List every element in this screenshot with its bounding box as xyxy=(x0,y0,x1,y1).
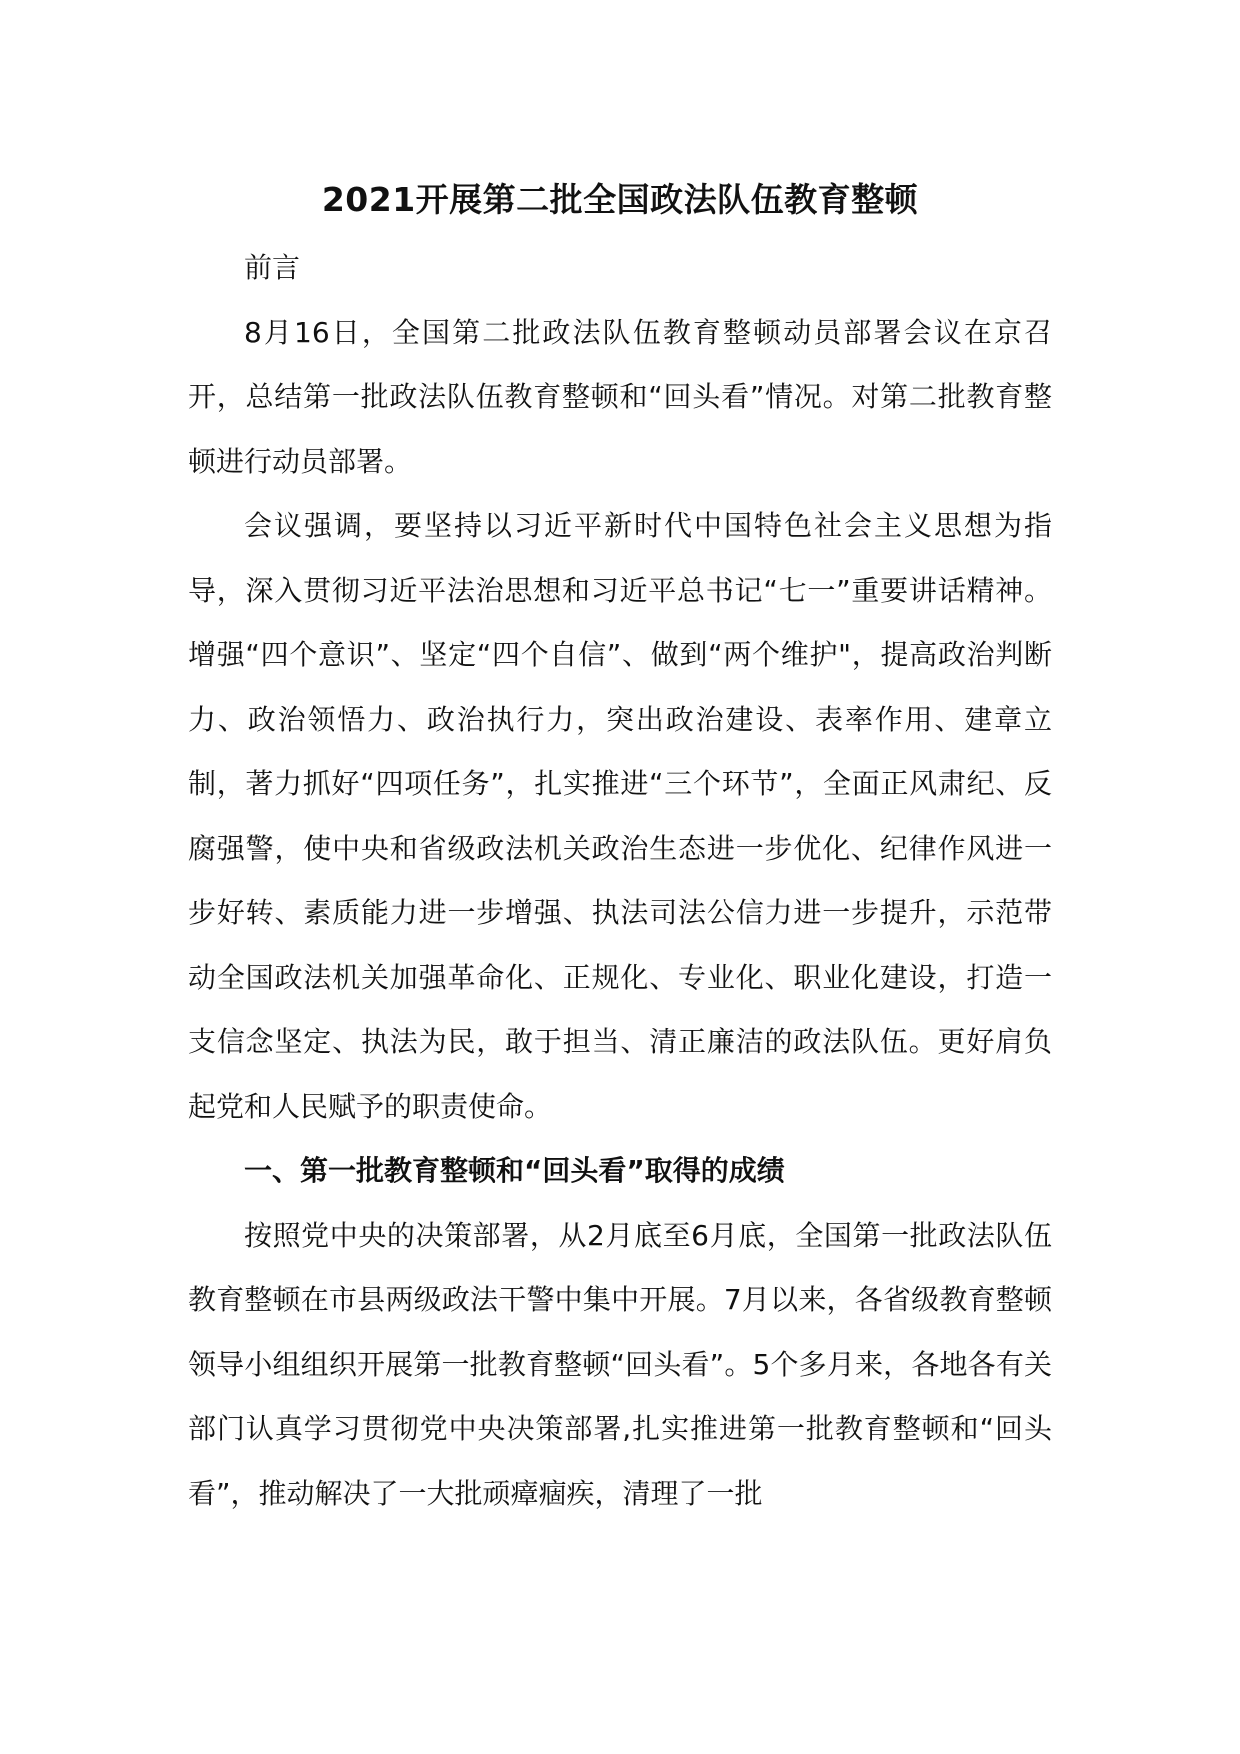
paragraph-meeting-intro: 8月16日，全国第二批政法队伍教育整顿动员部署会议在京召开，总结第一批政法队伍教育整顿和“回头看”情况。对第二批教育整顿进行动员部署。 xyxy=(188,315,1052,478)
document-body xyxy=(188,236,1052,1526)
paragraph-first-batch: 按照党中央的决策部署，从2月底至6月底，全国第一批政法队伍教育整顿在市县两级政法干警中集中开展。7月以来，各省级教育整顿领导小组组织开展第一批教育整顿“回头看”。5个多月来，各地各有关部门认真学习贯彻党中央决策部署,扎实推进第一批教育整顿和“回头看”，推动解决了一大批顽瘴痼疾，清理了一批 xyxy=(188,1218,1052,1510)
document-title: 2021开展第二批全国政法队伍教育整顿 xyxy=(321,180,919,219)
paragraph-preface: 前言 xyxy=(244,251,301,284)
paragraph-meeting-emphasis: 会议强调，要坚持以习近平新时代中国特色社会主义思想为指导，深入贯彻习近平法治思想和习近平总书记“七一”重要讲话精神。增强“四个意识”、坚定“四个自信”、做到“两个维护"，提高政治判断力、政治领悟力、政治执行力，突出政治建设、表率作用、建章立制，著力抓好“四项任务”，扎实推进“三个环节”，全面正风肃纪、反腐强警，使中央和省级政法机关政治生态进一步优化、纪律作风进一步好转、素质能力进一步增强、执法司法公信力进一步提升，示范带动全国政法机关加强革命化、正规化、专业化、职业化建设，打造一支信念坚定、执法为民，敢于担当、清正廉洁的政法队伍。更好肩负起党和人民赋予的职责使命。 xyxy=(188,509,1052,1123)
section-heading: 一、第一批教育整顿和“回头看”取得的成绩 xyxy=(244,1154,785,1187)
